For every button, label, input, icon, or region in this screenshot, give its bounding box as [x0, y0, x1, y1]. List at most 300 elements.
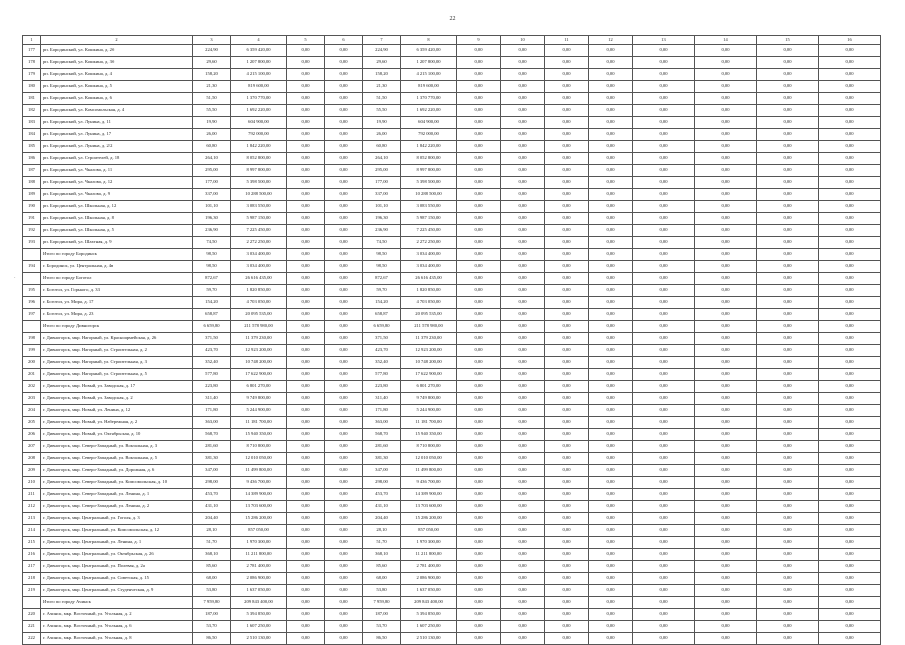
value-cell: 0,00: [325, 393, 363, 405]
column-header: 15: [757, 36, 819, 45]
address-cell: г. Дивногорск, мкр. Новый, ул. Заводская, д. 17: [41, 381, 193, 393]
value-cell: 0,00: [501, 225, 545, 237]
value-cell: 0,00: [757, 369, 819, 381]
address-cell: рп. Бородинский, ул. Шахтная, д. 9: [41, 237, 193, 249]
value-cell: 0,00: [633, 105, 695, 117]
value-cell: 0,00: [287, 441, 325, 453]
value-cell: 0,00: [819, 573, 881, 585]
value-cell: 0,00: [757, 225, 819, 237]
address-cell: г. Боготол, ул. Мира, д. 23: [41, 309, 193, 321]
value-cell: 0,00: [819, 69, 881, 81]
value-cell: 0,00: [501, 261, 545, 273]
value-cell: 0,00: [819, 213, 881, 225]
value-cell: 0,00: [819, 333, 881, 345]
value-cell: 0,00: [501, 393, 545, 405]
value-cell: 5 398 500,00: [231, 177, 287, 189]
value-cell: 0,00: [287, 345, 325, 357]
value-cell: 264,10: [193, 153, 231, 165]
value-cell: 0,00: [819, 249, 881, 261]
value-cell: 5 244 900,00: [401, 405, 457, 417]
value-cell: 11 499 800,00: [231, 465, 287, 477]
value-cell: 0,00: [457, 333, 501, 345]
value-cell: 6 801 270,00: [401, 381, 457, 393]
value-cell: 0,00: [695, 321, 757, 333]
value-cell: 0,00: [819, 129, 881, 141]
value-cell: 0,00: [633, 165, 695, 177]
address-cell: г. Дивногорск, мкр. Северо-Западный, ул. Комсомольская, д. 10: [41, 477, 193, 489]
value-cell: 0,00: [457, 585, 501, 597]
table-row: [23, 549, 881, 561]
value-cell: 0,00: [287, 333, 325, 345]
value-cell: 298,00: [193, 477, 231, 489]
value-cell: 0,00: [757, 513, 819, 525]
value-cell: 347,00: [363, 465, 401, 477]
value-cell: 0,00: [589, 345, 633, 357]
value-cell: 0,00: [819, 165, 881, 177]
value-cell: 59,70: [363, 285, 401, 297]
value-cell: 0,00: [325, 597, 363, 609]
value-cell: 0,00: [325, 297, 363, 309]
value-cell: 0,00: [457, 513, 501, 525]
value-cell: 0,00: [287, 189, 325, 201]
value-cell: 0,00: [589, 405, 633, 417]
value-cell: 0,00: [545, 525, 589, 537]
table-row: [23, 45, 881, 57]
value-cell: 0,00: [819, 177, 881, 189]
value-cell: 0,00: [457, 549, 501, 561]
table-row: [23, 609, 881, 621]
value-cell: 0,00: [819, 345, 881, 357]
value-cell: 0,00: [325, 369, 363, 381]
value-cell: 0,00: [695, 417, 757, 429]
column-header: 10: [501, 36, 545, 45]
row-number-cell: 209: [23, 465, 41, 477]
value-cell: 6 359 420,00: [401, 45, 457, 57]
address-cell: Итого по городу Ачинск: [41, 597, 193, 609]
value-cell: 0,00: [589, 105, 633, 117]
value-cell: 0,00: [589, 81, 633, 93]
value-cell: 10 288 500,00: [231, 189, 287, 201]
value-cell: 0,00: [633, 69, 695, 81]
value-cell: 0,00: [695, 441, 757, 453]
table-row: [23, 477, 881, 489]
value-cell: 0,00: [589, 321, 633, 333]
value-cell: 98,50: [193, 249, 231, 261]
value-cell: 0,00: [819, 453, 881, 465]
row-number-cell: 186: [23, 153, 41, 165]
value-cell: 0,00: [287, 177, 325, 189]
value-cell: 0,00: [545, 537, 589, 549]
value-cell: 0,00: [589, 237, 633, 249]
value-cell: 792 000,00: [401, 129, 457, 141]
value-cell: 0,00: [757, 393, 819, 405]
table-row: [23, 225, 881, 237]
value-cell: 0,00: [633, 585, 695, 597]
address-cell: рп. Бородинский, ул. Кошкина, д. 5: [41, 81, 193, 93]
value-cell: 0,00: [695, 549, 757, 561]
row-number-cell: 222: [23, 633, 41, 645]
value-cell: 1 970 300,00: [401, 537, 457, 549]
value-cell: 12 010 050,00: [231, 453, 287, 465]
value-cell: 658,87: [193, 309, 231, 321]
value-cell: 0,00: [819, 141, 881, 153]
value-cell: 0,00: [589, 513, 633, 525]
value-cell: 177,00: [193, 177, 231, 189]
value-cell: 0,00: [757, 345, 819, 357]
row-number-cell: 212: [23, 501, 41, 513]
value-cell: 4 703 050,00: [401, 297, 457, 309]
value-cell: 0,00: [325, 129, 363, 141]
row-number-cell: 177: [23, 45, 41, 57]
value-cell: 0,00: [287, 213, 325, 225]
value-cell: 0,00: [757, 381, 819, 393]
value-cell: 0,00: [757, 285, 819, 297]
value-cell: 0,00: [325, 201, 363, 213]
value-cell: 0,00: [757, 453, 819, 465]
value-cell: 0,00: [457, 381, 501, 393]
value-cell: 101,10: [193, 201, 231, 213]
value-cell: 0,00: [757, 609, 819, 621]
value-cell: 0,00: [757, 297, 819, 309]
value-cell: 0,00: [695, 225, 757, 237]
value-cell: 0,00: [757, 405, 819, 417]
value-cell: 658,87: [363, 309, 401, 321]
value-cell: 224,90: [193, 45, 231, 57]
value-cell: 0,00: [757, 489, 819, 501]
value-cell: 5 987 150,00: [231, 213, 287, 225]
table-row: [23, 129, 881, 141]
address-cell: Итого по городу Дивногорск: [41, 321, 193, 333]
value-cell: 29,60: [363, 57, 401, 69]
value-cell: 0,00: [287, 141, 325, 153]
table-row: [23, 309, 881, 321]
value-cell: 8 710 800,00: [401, 441, 457, 453]
value-cell: 154,20: [193, 297, 231, 309]
address-cell: г. Дивногорск, мкр. Центральный, ул. Студенческая, д. 9: [41, 585, 193, 597]
value-cell: 0,00: [501, 297, 545, 309]
value-cell: 0,00: [325, 225, 363, 237]
value-cell: 0,00: [545, 237, 589, 249]
value-cell: 21,30: [193, 81, 231, 93]
value-cell: 1 607 250,00: [231, 621, 287, 633]
value-cell: 0,00: [457, 405, 501, 417]
value-cell: 0,00: [633, 321, 695, 333]
value-cell: 0,00: [695, 393, 757, 405]
address-cell: рп. Бородинский, ул. Чкалова, д. 12: [41, 177, 193, 189]
value-cell: 0,00: [695, 297, 757, 309]
value-cell: 0,00: [695, 597, 757, 609]
subtotal-row: [23, 321, 881, 333]
value-cell: 0,00: [287, 465, 325, 477]
value-cell: 0,00: [695, 585, 757, 597]
address-cell: г. Дивногорск, мкр. Новый, ул. Ленина, д. 12: [41, 405, 193, 417]
value-cell: 0,00: [457, 165, 501, 177]
value-cell: 0,00: [589, 381, 633, 393]
value-cell: 0,00: [757, 69, 819, 81]
value-cell: 0,00: [589, 633, 633, 645]
address-cell: рп. Бородинский, ул. Лунина, д. 11: [41, 117, 193, 129]
value-cell: 1 692 220,00: [231, 105, 287, 117]
value-cell: 792 000,00: [231, 129, 287, 141]
value-cell: 0,00: [501, 621, 545, 633]
value-cell: 0,00: [633, 513, 695, 525]
value-cell: 11 379 230,00: [231, 333, 287, 345]
value-cell: 0,00: [757, 501, 819, 513]
value-cell: 0,00: [501, 417, 545, 429]
value-cell: 0,00: [287, 93, 325, 105]
value-cell: 819 600,00: [401, 81, 457, 93]
value-cell: 0,00: [545, 441, 589, 453]
value-cell: 0,00: [589, 165, 633, 177]
value-cell: 211 578 980,00: [231, 321, 287, 333]
table-row: [23, 633, 881, 645]
value-cell: 577,80: [363, 369, 401, 381]
address-cell: рп. Бородинский, ул. Чкалова, д. 9: [41, 189, 193, 201]
row-number-cell: 214: [23, 525, 41, 537]
value-cell: 0,00: [287, 153, 325, 165]
table-row: [23, 201, 881, 213]
value-cell: 0,00: [695, 57, 757, 69]
value-cell: 0,00: [325, 381, 363, 393]
row-number-cell: 197: [23, 309, 41, 321]
value-cell: 0,00: [819, 201, 881, 213]
value-cell: 0,00: [589, 261, 633, 273]
value-cell: 0,00: [545, 153, 589, 165]
value-cell: 3 034 400,00: [231, 261, 287, 273]
value-cell: 19,90: [363, 117, 401, 129]
value-cell: 0,00: [589, 417, 633, 429]
value-cell: 68,00: [363, 573, 401, 585]
subtotal-row: [23, 273, 881, 285]
value-cell: 0,00: [501, 57, 545, 69]
value-cell: 0,00: [589, 357, 633, 369]
value-cell: 0,00: [757, 45, 819, 57]
value-cell: 158,20: [193, 69, 231, 81]
row-number-cell: 200: [23, 357, 41, 369]
value-cell: 26,00: [193, 129, 231, 141]
value-cell: 0,00: [501, 177, 545, 189]
value-cell: 0,00: [589, 573, 633, 585]
column-header: 2: [41, 36, 193, 45]
value-cell: 0,00: [589, 93, 633, 105]
value-cell: 0,00: [695, 201, 757, 213]
table-row: [23, 441, 881, 453]
value-cell: 13 703 600,00: [231, 501, 287, 513]
value-cell: 0,00: [633, 501, 695, 513]
value-cell: 15 940 350,00: [401, 429, 457, 441]
value-cell: 0,00: [457, 393, 501, 405]
value-cell: 0,00: [457, 621, 501, 633]
address-cell: г. Дивногорск, мкр. Нагорный, ул. Строительная, д. 3: [41, 357, 193, 369]
value-cell: 0,00: [757, 477, 819, 489]
value-cell: 0,00: [501, 81, 545, 93]
table-row: [23, 465, 881, 477]
value-cell: 0,00: [501, 165, 545, 177]
value-cell: 0,00: [545, 213, 589, 225]
value-cell: 26,00: [363, 129, 401, 141]
value-cell: 26 616 435,00: [231, 273, 287, 285]
value-cell: 15 286 200,00: [231, 513, 287, 525]
value-cell: 0,00: [325, 69, 363, 81]
value-cell: 0,00: [633, 213, 695, 225]
value-cell: 0,00: [633, 141, 695, 153]
value-cell: 9 436 700,00: [401, 477, 457, 489]
value-cell: 3 034 400,00: [401, 249, 457, 261]
value-cell: 0,00: [695, 453, 757, 465]
value-cell: 0,00: [633, 129, 695, 141]
value-cell: 0,00: [287, 429, 325, 441]
value-cell: 0,00: [589, 309, 633, 321]
address-cell: г. Дивногорск, мкр. Северо-Западный, ул. Вокзальная, д. 5: [41, 453, 193, 465]
value-cell: 85,60: [193, 561, 231, 573]
value-cell: 154,20: [363, 297, 401, 309]
value-cell: 0,00: [545, 345, 589, 357]
value-cell: 0,00: [757, 153, 819, 165]
row-number-cell: 202: [23, 381, 41, 393]
value-cell: 12 010 050,00: [401, 453, 457, 465]
value-cell: 0,00: [287, 69, 325, 81]
address-cell: рп. Бородинский, ул. Комсомольская, д. 4: [41, 105, 193, 117]
value-cell: 0,00: [325, 285, 363, 297]
value-cell: 0,00: [545, 393, 589, 405]
value-cell: 568,70: [193, 429, 231, 441]
value-cell: 0,00: [325, 105, 363, 117]
value-cell: 298,00: [363, 477, 401, 489]
value-cell: 0,00: [633, 225, 695, 237]
table-row: [23, 585, 881, 597]
value-cell: 0,00: [325, 489, 363, 501]
value-cell: 7 959,80: [193, 597, 231, 609]
value-cell: 0,00: [287, 501, 325, 513]
value-cell: 59,70: [193, 285, 231, 297]
row-number-cell: 194: [23, 261, 41, 273]
value-cell: 453,70: [193, 489, 231, 501]
value-cell: 0,00: [501, 609, 545, 621]
value-cell: 0,00: [325, 81, 363, 93]
column-header: 14: [695, 36, 757, 45]
value-cell: 0,00: [501, 501, 545, 513]
page-number: 22: [449, 16, 456, 22]
value-cell: 0,00: [457, 69, 501, 81]
value-cell: 0,00: [589, 57, 633, 69]
value-cell: 423,70: [193, 345, 231, 357]
table-row: [23, 117, 881, 129]
value-cell: 0,00: [819, 153, 881, 165]
value-cell: 0,00: [287, 609, 325, 621]
value-cell: 311,40: [363, 393, 401, 405]
value-cell: 0,00: [457, 249, 501, 261]
value-cell: 0,00: [695, 129, 757, 141]
value-cell: 68,00: [193, 573, 231, 585]
value-cell: 0,00: [589, 117, 633, 129]
value-cell: 0,00: [501, 93, 545, 105]
table-row: [23, 345, 881, 357]
value-cell: 0,00: [325, 585, 363, 597]
value-cell: 0,00: [633, 381, 695, 393]
table-row: [23, 237, 881, 249]
value-cell: 0,00: [633, 417, 695, 429]
value-cell: 196,30: [363, 213, 401, 225]
value-cell: 0,00: [695, 153, 757, 165]
value-cell: 0,00: [589, 273, 633, 285]
value-cell: 0,00: [633, 177, 695, 189]
value-cell: 0,00: [819, 93, 881, 105]
row-number-cell: 213: [23, 513, 41, 525]
value-cell: 0,00: [501, 357, 545, 369]
value-cell: 0,00: [501, 189, 545, 201]
table-row: [23, 573, 881, 585]
data-table: [22, 35, 881, 645]
column-header: 8: [401, 36, 457, 45]
table-row: [23, 537, 881, 549]
value-cell: 0,00: [457, 237, 501, 249]
margin-mark: ·: [14, 276, 16, 281]
value-cell: 236,90: [193, 225, 231, 237]
value-cell: 14 389 900,00: [231, 489, 287, 501]
address-cell: г. Дивногорск, мкр. Северо-Западный, ул. Ленина, д. 1: [41, 489, 193, 501]
value-cell: 0,00: [757, 621, 819, 633]
value-cell: 0,00: [819, 369, 881, 381]
value-cell: 0,00: [633, 525, 695, 537]
value-cell: 0,00: [757, 105, 819, 117]
value-cell: 0,00: [287, 165, 325, 177]
value-cell: 0,00: [457, 453, 501, 465]
value-cell: 0,00: [287, 477, 325, 489]
value-cell: 17 622 900,00: [231, 369, 287, 381]
value-cell: 11 181 700,00: [401, 417, 457, 429]
value-cell: 0,00: [695, 609, 757, 621]
value-cell: 0,00: [819, 489, 881, 501]
value-cell: 0,00: [757, 117, 819, 129]
value-cell: 0,00: [589, 201, 633, 213]
value-cell: 0,00: [501, 105, 545, 117]
column-header: 13: [633, 36, 695, 45]
value-cell: 0,00: [325, 261, 363, 273]
value-cell: 0,00: [325, 93, 363, 105]
value-cell: 604 900,00: [401, 117, 457, 129]
value-cell: 0,00: [545, 321, 589, 333]
row-number-cell: 184: [23, 129, 41, 141]
table-row: [23, 561, 881, 573]
value-cell: 7 225 450,00: [231, 225, 287, 237]
value-cell: 0,00: [501, 213, 545, 225]
value-cell: 347,00: [193, 465, 231, 477]
value-cell: 0,00: [695, 465, 757, 477]
value-cell: 0,00: [287, 45, 325, 57]
value-cell: 0,00: [695, 561, 757, 573]
table-row: [23, 165, 881, 177]
value-cell: 209 843 400,00: [401, 597, 457, 609]
value-cell: 857 050,00: [231, 525, 287, 537]
value-cell: 0,00: [287, 309, 325, 321]
value-cell: 0,00: [501, 69, 545, 81]
value-cell: 0,00: [501, 249, 545, 261]
value-cell: 12 923 200,00: [401, 345, 457, 357]
value-cell: 0,00: [457, 441, 501, 453]
value-cell: 0,00: [545, 369, 589, 381]
value-cell: 0,00: [757, 549, 819, 561]
value-cell: 0,00: [633, 561, 695, 573]
value-cell: 0,00: [589, 129, 633, 141]
value-cell: 0,00: [287, 453, 325, 465]
value-cell: 0,00: [457, 417, 501, 429]
value-cell: 12 923 200,00: [231, 345, 287, 357]
address-cell: г. Дивногорск, мкр. Нагорный, ул. Красноармейская, д. 26: [41, 333, 193, 345]
value-cell: 2 086 900,00: [231, 573, 287, 585]
value-cell: 0,00: [819, 273, 881, 285]
value-cell: 0,00: [695, 165, 757, 177]
value-cell: 1 607 250,00: [401, 621, 457, 633]
